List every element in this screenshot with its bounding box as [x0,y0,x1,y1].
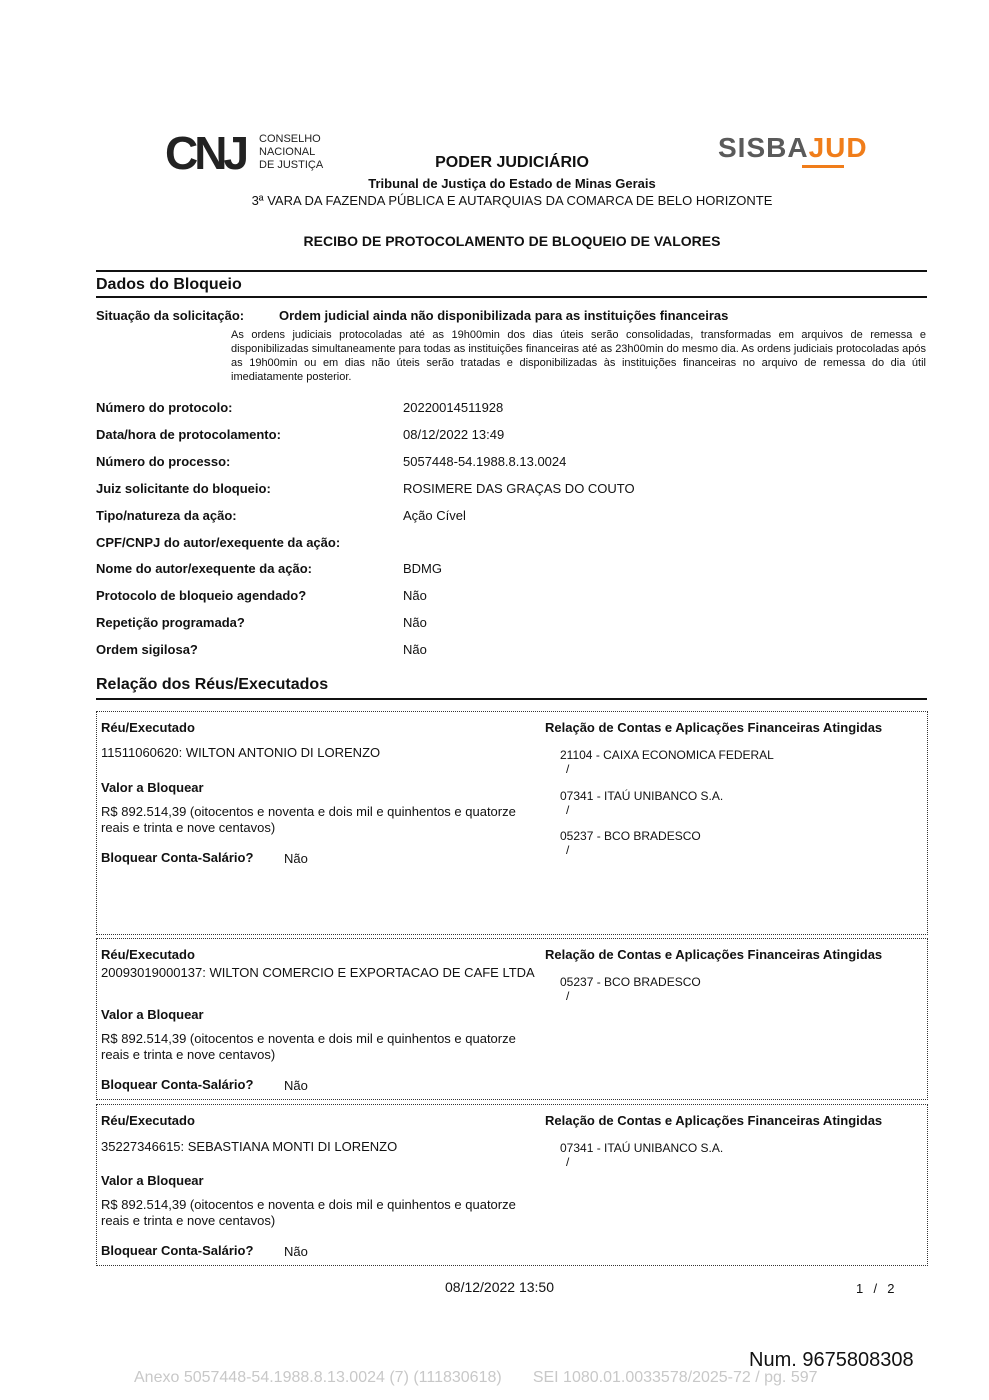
page-indicator: 1 / 2 [856,1281,896,1296]
conta-item: 21104 - CAIXA ECONOMICA FEDERAL [560,748,774,762]
reu-label: Réu/Executado [101,1113,195,1128]
salario-label: Bloquear Conta-Salário? [101,1077,254,1092]
section-rule-reus [96,698,927,700]
conta-item: 07341 - ITAÚ UNIBANCO S.A. [560,1141,724,1155]
vara-name: 3ª VARA DA FAZENDA PÚBLICA E AUTARQUIAS DA COMARCA DE BELO HORIZONTE [251,193,773,208]
valor-value: R$ 892.514,39 (oitocentos e noventa e dois mil e quinhentos e quatorze reais e trinta e nove centavos) [101,1031,516,1062]
conta-separator: / [566,762,570,776]
document-title: RECIBO DE PROTOCOLAMENTO DE BLOQUEIO DE VALORES [303,233,721,249]
field-value: 20220014511928 [403,400,504,415]
valor-value: R$ 892.514,39 (oitocentos e noventa e dois mil e quinhentos e quatorze reais e trinta e nove centavos) [101,1197,516,1228]
field-label: Data/hora de protocolamento: [96,427,281,442]
section-title-reus: Relação dos Réus/Executados [96,676,329,693]
valor-value: R$ 892.514,39 (oitocentos e noventa e dois mil e quinhentos e quatorze reais e trinta e nove centavos) [101,804,516,835]
poder-judiciario-title: PODER JUDICIÁRIO [435,154,589,171]
field-value: BDMG [403,561,442,576]
reu-name: 35227346615: SEBASTIANA MONTI DI LORENZO [101,1139,398,1154]
valor-label: Valor a Bloquear [101,1007,204,1022]
field-value: 08/12/2022 13:49 [403,427,505,442]
valor-label: Valor a Bloquear [101,780,204,795]
salario-value: Não [284,1244,308,1259]
field-label: Ordem sigilosa? [96,642,198,657]
reu-card [96,1104,928,1266]
reu-label: Réu/Executado [101,720,195,735]
conta-separator: / [566,803,570,817]
field-label: Tipo/natureza da ação: [96,508,237,523]
conta-item: 05237 - BCO BRADESCO [560,829,701,843]
cnj-logo-text: CONSELHO NACIONAL DE JUSTIÇA [259,133,324,171]
conta-separator: / [566,1155,570,1169]
document-number: Num. 9675808308 [749,1349,914,1371]
field-label: Repetição programada? [96,615,245,630]
contas-label: Relação de Contas e Aplicações Financeiras Atingidas [545,720,883,735]
situacao-value: Ordem judicial ainda não disponibilizada para as instituições financeiras [279,308,729,323]
reu-label: Réu/Executado [101,947,195,962]
section-rule-top [96,270,927,272]
reu-card [96,938,928,1100]
conta-separator: / [566,989,570,1003]
reu-card [96,711,928,935]
field-value: Ação Cível [403,508,466,523]
tribunal-name: Tribunal de Justiça do Estado de Minas Gerais [368,176,656,191]
field-label: Juiz solicitante do bloqueio: [96,481,271,496]
situacao-label: Situação da solicitação: [96,308,245,323]
conta-item: 05237 - BCO BRADESCO [560,975,701,989]
field-label: Número do processo: [96,454,231,469]
field-value: Não [403,615,427,630]
cnj-logo-mark: CNJ [165,127,246,179]
conta-separator: / [566,843,570,857]
salario-value: Não [284,851,308,866]
reu-name: 11511060620: WILTON ANTONIO DI LORENZO [101,745,381,760]
contas-label: Relação de Contas e Aplicações Financeiras Atingidas [545,1113,883,1128]
annex-watermark: Anexo 5057448-54.1988.8.13.0024 (7) (111830618) SEI 1080.01.0033578/2025-72 / pg. 597 [134,1369,818,1386]
salario-label: Bloquear Conta-Salário? [101,850,254,865]
reu-name: 20093019000137: WILTON COMERCIO E EXPORTACAO DE CAFE LTDA [101,965,535,980]
situacao-description: As ordens judiciais protocoladas até as 19h00min dos dias úteis serão consolidadas, transformadas em arquivos de remessa e disponibilizadas simultaneamente para todas as instituições financeiras até as 23h00min do mesmo dia. As ordens judiciais protocoladas após as 19h00min ou em dias não úteis serão tratadas e disponibilizadas às instituições financeiras no arquivo de remessa do dia útil imediatamente posterior. [231,329,926,383]
field-value: 5057448-54.1988.8.13.0024 [403,454,567,469]
section-title-bloqueio: Dados do Bloqueio [96,276,242,293]
contas-label: Relação de Contas e Aplicações Financeiras Atingidas [545,947,883,962]
section-rule-bottom [96,296,927,298]
footer-datetime: 08/12/2022 13:50 [445,1279,554,1295]
salario-label: Bloquear Conta-Salário? [101,1243,254,1258]
field-value: ROSIMERE DAS GRAÇAS DO COUTO [403,481,635,496]
field-label: CPF/CNPJ do autor/exequente da ação: [96,535,341,550]
valor-label: Valor a Bloquear [101,1173,204,1188]
sisbajud-logo: SISBAJUD [718,132,868,164]
field-label: Nome do autor/exequente da ação: [96,561,312,576]
field-value: Não [403,588,427,603]
field-label: Protocolo de bloqueio agendado? [96,588,307,603]
salario-value: Não [284,1078,308,1093]
conta-item: 07341 - ITAÚ UNIBANCO S.A. [560,789,724,803]
field-value: Não [403,642,427,657]
field-label: Número do protocolo: [96,400,233,415]
